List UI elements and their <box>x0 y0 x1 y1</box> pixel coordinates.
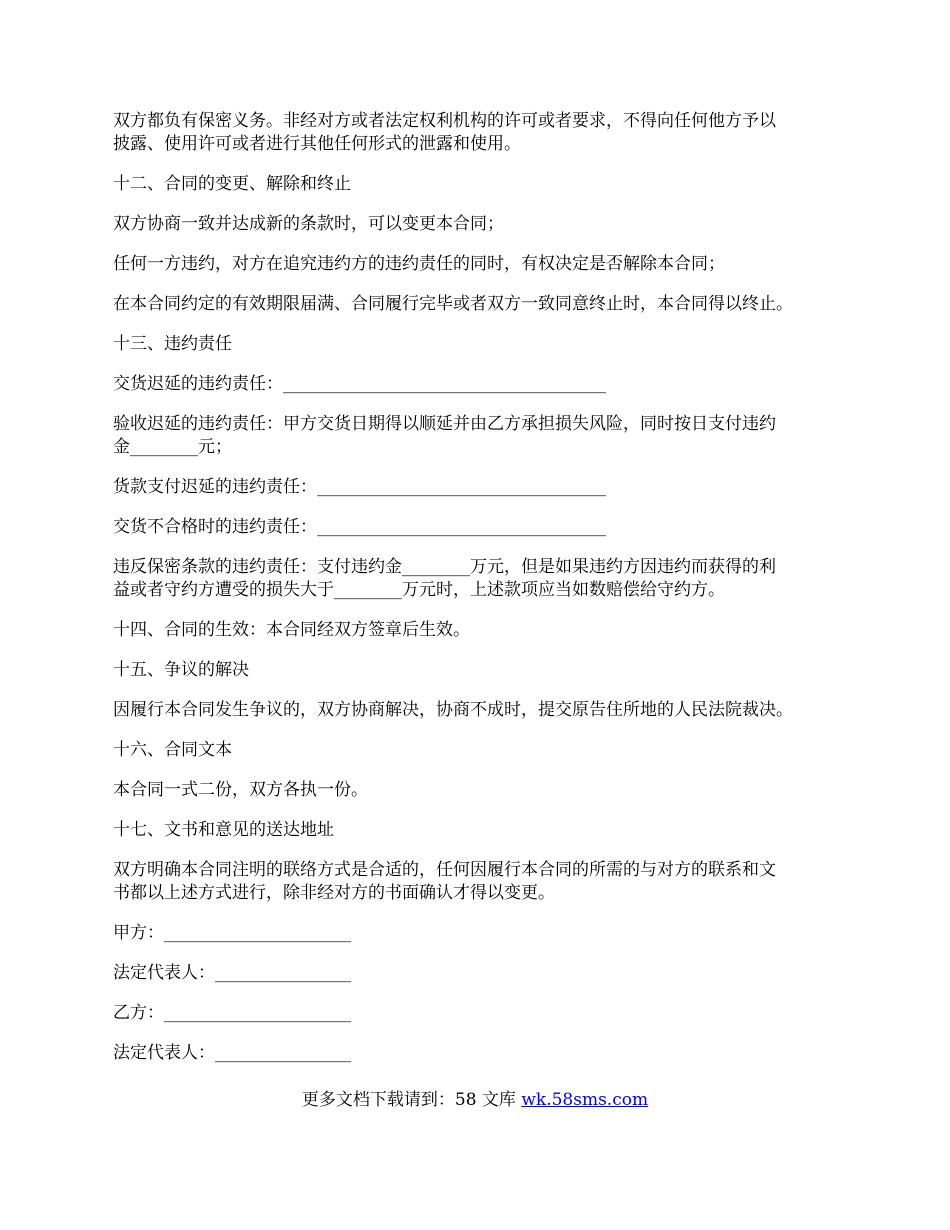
expiry-clause: 在本合同约定的有效期限届满、合同履行完毕或者双方一致同意终止时，本合同得以终止。 <box>113 294 793 314</box>
section-12-heading: 十二、合同的变更、解除和终止 <box>113 174 351 194</box>
section-16-heading: 十六、合同文本 <box>113 740 232 760</box>
payment-delay-liability: 货款支付迟延的违约责任：__________________________________ <box>113 477 606 497</box>
acceptance-delay-liability: 验收迟延的违约责任：甲方交货日期得以顺延并由乙方承担损失风险，同时按日支付违约 金________元； <box>113 414 776 457</box>
party-a-signature-line: 甲方：______________________ <box>113 923 351 943</box>
termination-clause: 任何一方违约，对方在追究违约方的违约责任的同时，有权决定是否解除本合同； <box>113 254 725 274</box>
section-17-heading: 十七、文书和意见的送达地址 <box>113 820 334 840</box>
section-14-effectiveness: 十四、合同的生效：本合同经双方签章后生效。 <box>113 620 470 640</box>
dispute-resolution-clause: 因履行本合同发生争议的，双方协商解决，协商不成时，提交原告住所地的人民法院裁决。 <box>113 700 793 720</box>
party-b-representative-line: 法定代表人：________________ <box>113 1043 351 1063</box>
footer-text: 更多文档下载请到：58 文库 <box>301 1090 522 1110</box>
document-body <box>113 110 853 1082</box>
delivery-delay-liability: 交货迟延的违约责任：______________________________________ <box>113 374 606 394</box>
nonconforming-delivery-liability: 交货不合格时的违约责任：__________________________________ <box>113 517 606 537</box>
party-b-signature-line: 乙方：______________________ <box>113 1003 351 1023</box>
section-13-heading: 十三、违约责任 <box>113 334 232 354</box>
confidentiality-paragraph: 双方都负有保密义务。非经对方或者法定权利机构的许可或者要求，不得向任何他方予以 披露、使用许可或者进行其他任何形式的泄露和使用。 <box>113 111 776 154</box>
section-15-heading: 十五、争议的解决 <box>113 660 249 680</box>
amendment-clause: 双方协商一致并达成新的条款时，可以变更本合同； <box>113 214 504 234</box>
download-footer <box>0 1089 950 1112</box>
copies-clause: 本合同一式二份，双方各执一份。 <box>113 780 368 800</box>
confidentiality-breach-liability: 违反保密条款的违约责任：支付违约金________万元，但是如果违约方因违约而获得的利 益或者守约方遭受的损失大于________万元时，上述款项应当如数赔偿给守约方。 <box>113 557 776 600</box>
party-a-representative-line: 法定代表人：________________ <box>113 963 351 983</box>
service-address-clause: 双方明确本合同注明的联络方式是合适的，任何因履行本合同的所需的与对方的联系和文 书都以上述方式进行，除非经对方的书面确认才得以变更。 <box>113 860 776 903</box>
footer-link[interactable]: wk.58sms.com <box>521 1090 649 1110</box>
